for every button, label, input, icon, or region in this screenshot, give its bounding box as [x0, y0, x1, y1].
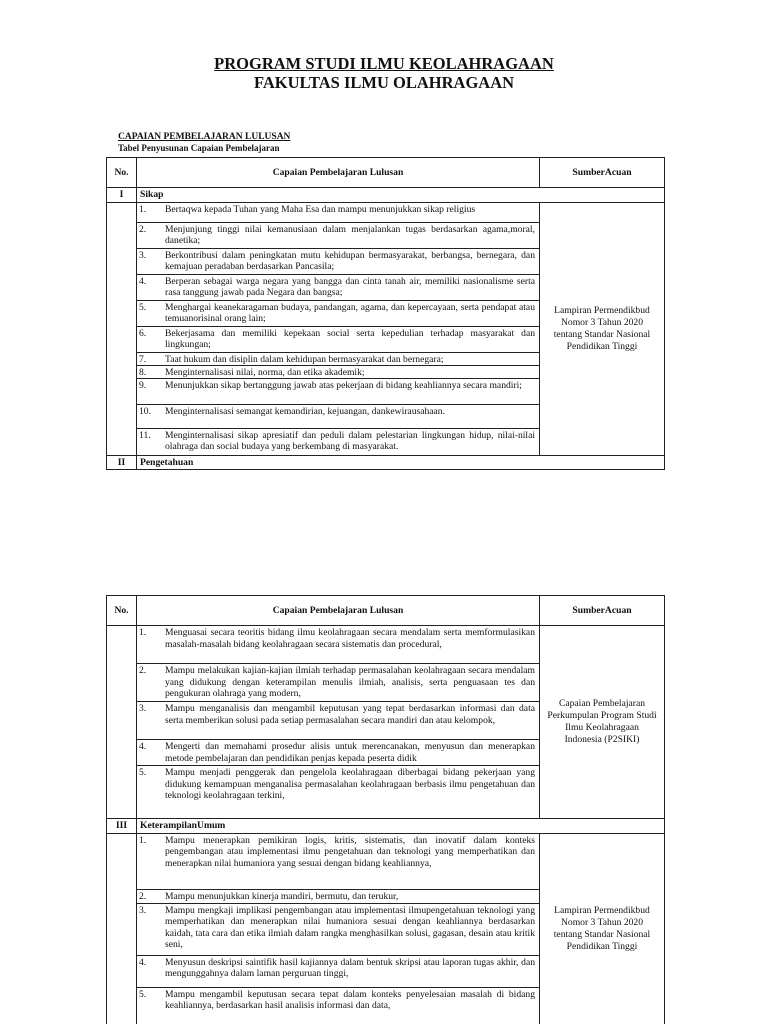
header-cp: Capaian Pembelajaran Lulusan: [137, 158, 540, 188]
list-item: 5. Mampu menjadi penggerak dan pengelola keolahragaan diberbagai bidang pekerjaan yang didukung kemampuan menganalisa permasalahan keolahragaan berbasis ilmu pengetahuan dan teknologi keolahragaan terkini,: [139, 767, 535, 802]
list-item: 6. Bekerjasama dan memiliki kepekaan social serta kepedulian terhadap masyarakat dan lingkungan;: [137, 327, 539, 353]
list-item: 1. Bertaqwa kepada Tuhan yang Maha Esa dan mampu menunjukkan sikap religius: [137, 203, 539, 223]
section-label: KeterampilanUmum: [137, 819, 665, 834]
list-item: 3. Mampu menganalisis dan mengambil keputusan yang tepat berdasarkan informasi dan data serta memberikan solusi pada setiap permasalahan secara mandiri dan atau kelompok,: [137, 702, 539, 740]
list-item: 8. Menginternalisasi nilai, norma, dan etika akademik;: [137, 366, 539, 379]
header-source: SumberAcuan: [540, 158, 665, 188]
list-item: 4. Mengerti dan memahami prosedur alisis untuk merencanakan, menyusun dan menerapkan metode pembelajaran dan pendidikan penjas kepada peserta didik: [137, 740, 539, 766]
list-item: 3. Mampu mengkaji implikasi pengembangan atau implementasi ilmupengetahuan teknologi yang memperhatikan dan menerapkan nilai humaniora sesuai dengan keahliannya berdasarkan kaidah, tata cara dan etika ilmiah dalam rangka menghasilkan solusi, gagasan, desain atau kritik seni,: [137, 904, 539, 956]
header-no: No.: [107, 596, 137, 626]
list-item: 2. Menjunjung tinggi nilai kemanusiaan dalam menjalankan tugas berdasarkan agama,moral, danetika;: [137, 223, 539, 249]
item-list: [137, 833, 540, 1024]
list-item: 3. Berkontribusi dalam peningkatan mutu kehidupan bermasyarakat, berbangsa, bernegara, dan kemajuan peradaban berdasarkan Pancasila;: [137, 249, 539, 275]
item-list: [137, 202, 540, 455]
empty-cell: [107, 626, 137, 819]
cp-table-continued: [106, 595, 665, 1024]
list-item: 4. Menyusun deskripsi saintifik hasil kajiannya dalam bentuk skripsi atau laporan tugas akhir, dan mengunggahnya dalam laman perguruan tinggi,: [137, 956, 539, 988]
list-item: 7. Taat hukum dan disiplin dalam kehidupan bermasyarakat dan bernegara;: [137, 353, 539, 366]
source-reference: Lampiran Permendikbud Nomor 3 Tahun 2020 tentang Standar Nasional Pendidikan Tinggi: [540, 833, 665, 1024]
source-reference: Lampiran Permendikbud Nomor 3 Tahun 2020 tentang Standar Nasional Pendidikan Tinggi: [540, 202, 665, 455]
section-number: III: [107, 819, 137, 834]
empty-cell: [107, 202, 137, 455]
item-list: [137, 626, 540, 819]
header-source: SumberAcuan: [540, 596, 665, 626]
list-item: 1. Mampu menerapkan pemikiran logis, kritis, sistematis, dan inovatif dalam konteks pengembangan atau implementasi ilmu pengetahuan dan teknologi yang memperhatikan dan menerapkan nilai humaniora yang sesuai dengan bidang keahliannya,: [137, 834, 539, 890]
list-item: 2. Mampu melakukan kajian-kajian ilmiah terhadap permasalahan keolahragaan secara mendalam yang didukung dengan keterampilan menulis ilmiah, analisis, serta penguasaan tes dan pengukuran olahraga yang modern,: [137, 664, 539, 702]
section-number: II: [107, 455, 137, 470]
list-item: 9. Menunjukkan sikap bertanggung jawab atas pekerjaan di bidang keahliannya secara mandiri;: [137, 379, 539, 405]
cp-table-sikap: [106, 157, 665, 470]
header-cp: Capaian Pembelajaran Lulusan: [137, 596, 540, 626]
section-number: I: [107, 188, 137, 203]
list-item: 5. Menghargai keanekaragaman budaya, pandangan, agama, dan kepercayaan, serta pendapat atau temuanorisinal orang lain;: [137, 301, 539, 327]
section-label: Sikap: [137, 188, 665, 203]
list-item: 4. Berperan sebagai warga negara yang bangga dan cinta tanah air, memiliki nasionalisme serta rasa tanggung jawab pada Negara dan bangsa;: [137, 275, 539, 301]
list-item: 5. Mampu mengambil keputusan secara tepat dalam konteks penyelesaian masalah di bidang keahliannya, berdasarkan hasil analisis informasi dan data,: [139, 988, 535, 1012]
program-title: PROGRAM STUDI ILMU KEOLAHRAGAAN: [214, 54, 554, 73]
caption-heading: CAPAIAN PEMBELAJARAN LULUSAN: [118, 132, 291, 142]
list-item: 1. Menguasai secara teoritis bidang ilmu keolahragaan secara mendalam serta memformulasikan masalah-masalah bidang keolahragaan secara sistematis dan procedural,: [137, 626, 539, 664]
list-item: 11. Menginternalisasi sikap apresiatif dan peduli dalam pelestarian lingkungan hidup, nilai-nilai olahraga dan social budaya yang berkembang di masyarakat.: [139, 429, 535, 453]
source-reference: Capaian Pembelajaran Perkumpulan Program Studi Ilmu Keolahragaan Indonesia (P2SIKI): [540, 626, 665, 819]
faculty-title: FAKULTAS ILMU OLAHRAGAAN: [253, 73, 515, 92]
empty-cell: [107, 833, 137, 1024]
section-label: Pengetahuan: [137, 455, 665, 470]
list-item: 2. Mampu menunjukkan kinerja mandiri, bermutu, dan terukur,: [137, 890, 539, 904]
caption-subheading: Tabel Penyusunan Capaian Pembelajaran: [118, 143, 280, 153]
header-no: No.: [107, 158, 137, 188]
list-item: 10. Menginternalisasi semangat kemandirian, kejuangan, dankewirausahaan.: [137, 405, 539, 429]
